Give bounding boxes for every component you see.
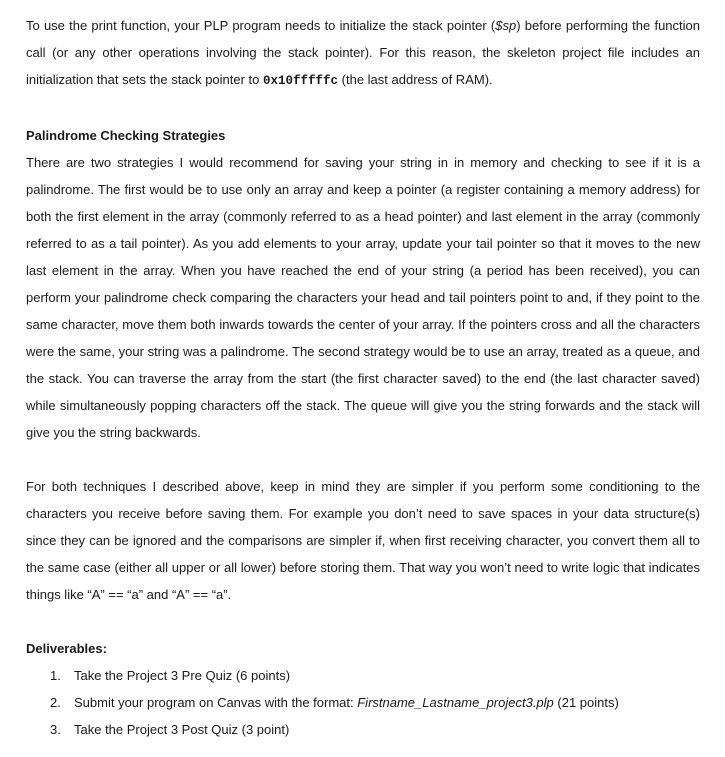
list-number: 1. bbox=[50, 668, 61, 683]
list-item-text-suffix: (21 points) bbox=[553, 695, 619, 710]
list-item-text: Take the Project 3 Pre Quiz (6 points) bbox=[74, 668, 291, 683]
deliverables-heading: Deliverables: bbox=[26, 641, 107, 656]
list-item bbox=[26, 662, 700, 689]
conditioning-paragraph: For both techniques I described above, keep in mind they are simpler if you perform some conditioning to the characters you receive before saving them. For example you don’t need to save spaces in your data structure(s) since they can be ignored and the comparisons are simpler if, when first receiving character, you convert them all to the same case (either all upper or all lower) before storing them. That way you won’t need to write logic that indicates things like “A” == “a” and “A” == “a”. bbox=[26, 479, 700, 602]
intro-text-1: To use the print function, your PLP program needs to initialize the stack pointer ( bbox=[26, 18, 496, 33]
list-number: 3. bbox=[50, 722, 61, 737]
ram-address-code: 0x10fffffc bbox=[263, 74, 339, 88]
intro-text-2: ) before performing the function call (or any other operations involving the stack pointer). For this reason, the skeleton project file includes an initialization that sets the stack pointer to bbox=[26, 18, 700, 87]
list-item-text: Submit your program on Canvas with the format: bbox=[74, 695, 358, 710]
strategies-heading: Palindrome Checking Strategies bbox=[26, 128, 226, 143]
list-number: 2. bbox=[50, 695, 61, 710]
list-item bbox=[26, 689, 700, 716]
deliverables-list bbox=[26, 662, 700, 743]
list-item bbox=[26, 716, 700, 743]
list-item-text: Take the Project 3 Post Quiz (3 point) bbox=[74, 722, 290, 737]
filename-format: Firstname_Lastname_project3.plp bbox=[357, 695, 554, 710]
intro-paragraph bbox=[26, 12, 700, 95]
sp-register: $sp bbox=[495, 18, 517, 33]
intro-text-3: (the last address of RAM). bbox=[338, 72, 493, 87]
document-page bbox=[26, 12, 700, 743]
strategies-paragraph: There are two strategies I would recommend for saving your string in in memory and checking to see if it is a palindrome. The first would be to use only an array and keep a pointer (a register containing a memory address) for both the first element in the array (commonly referred to as a head pointer) and last element in the array (commonly referred to as a tail pointer). As you add elements to your array, update your tail pointer so that it moves to the new last element in the array. When you have reached the end of your string (a period has been received), you can perform your palindrome check comparing the characters your head and tail pointers point to and, if they point to the same character, move them both inwards towards the center of your array. If the pointers cross and all the characters were the same, your string was a palindrome. The second strategy would be to use an array, treated as a queue, and the stack. You can traverse the array from the start (the first character saved) to the end (the last character saved) while simultaneously popping characters off the stack. The queue will give you the string forwards and the stack will give you the string backwards. bbox=[26, 155, 700, 440]
